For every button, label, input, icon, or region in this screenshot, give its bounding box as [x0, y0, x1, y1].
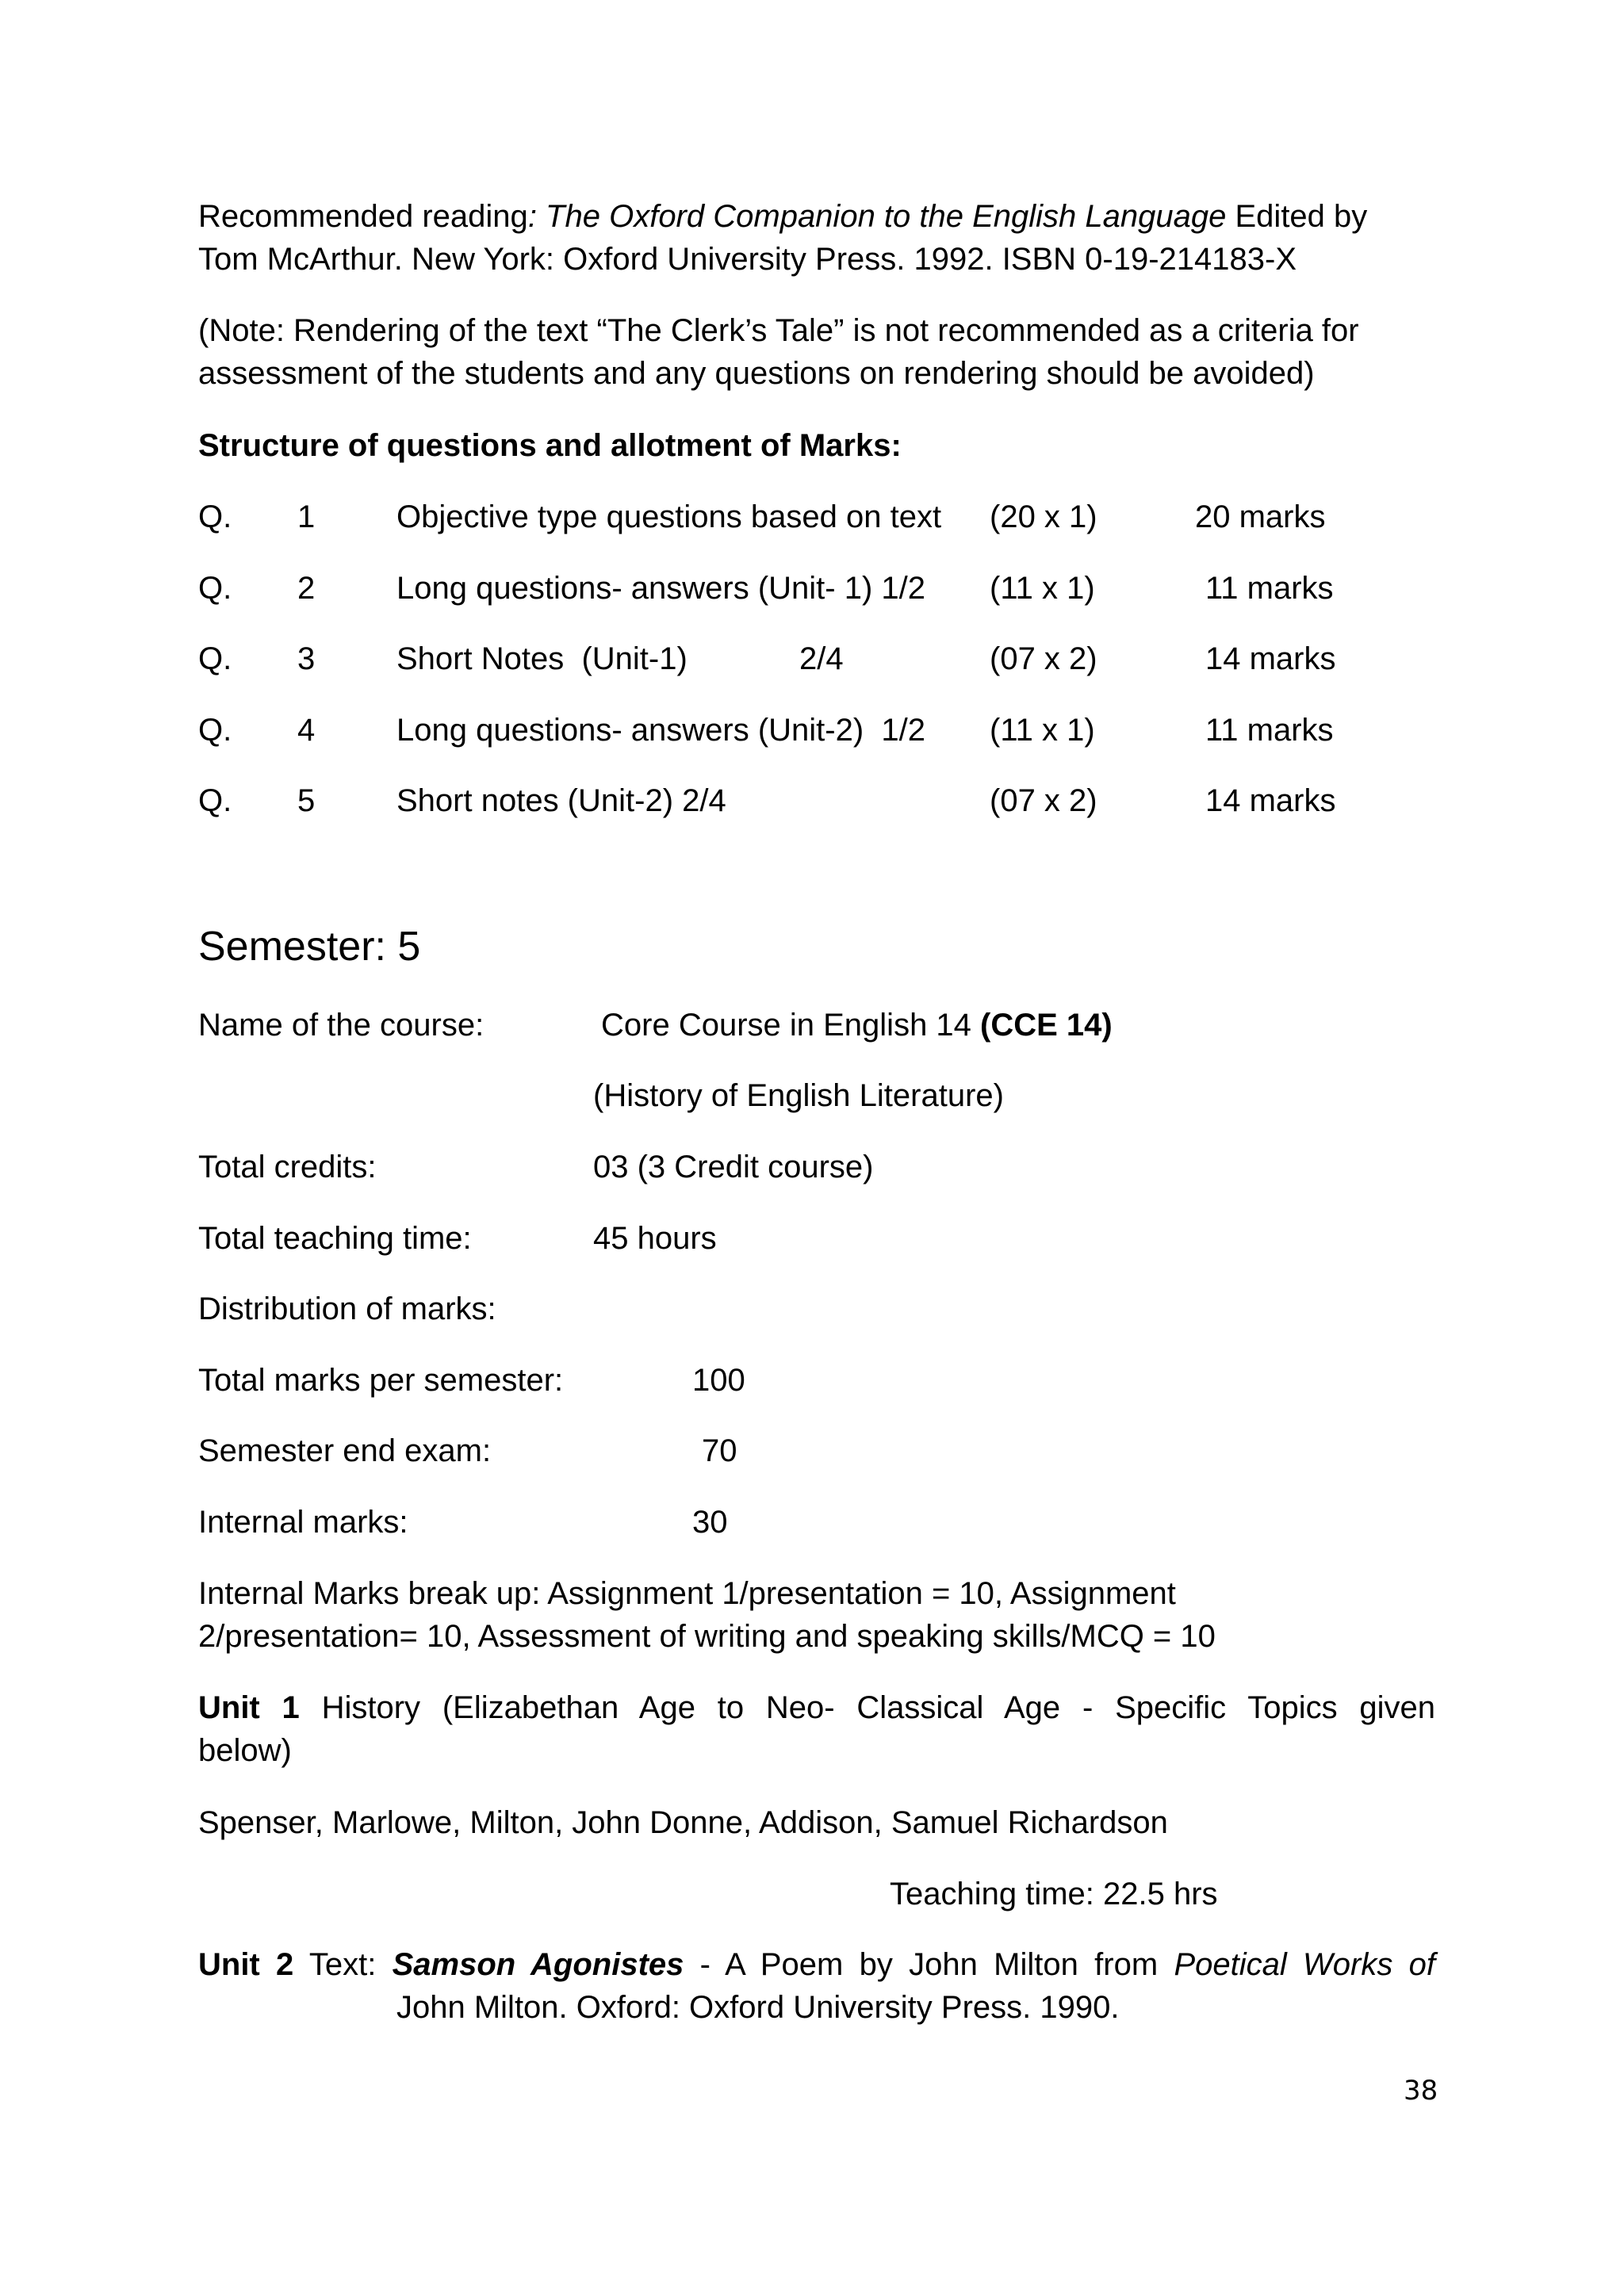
semester-heading: Semester: 5: [198, 924, 421, 970]
recommended-reading: [198, 195, 1435, 281]
question-row: Q. 2 Long questions- answers (Unit- 1) 1/2 (11 x 1) 11 marks: [198, 571, 1334, 606]
end-exam-row: Semester end exam: 70: [198, 1433, 737, 1468]
total-marks-row: Total marks per semester: 100: [198, 1363, 745, 1398]
page-number: 38: [1404, 2075, 1438, 2107]
unit-2-line-1: Unit 2 Text: Samson Agonistes - A Poem by John Milton from Poetical Works of: [198, 1947, 1435, 1982]
teaching-time-row: Total teaching time: 45 hours: [198, 1221, 717, 1256]
reading-line-2: Tom McArthur. New York: Oxford University Press. 1992. ISBN 0-19-214183-X: [198, 242, 1297, 277]
unit-1: Unit 1 History (Elizabethan Age to Neo- Classical Age - Specific Topics given below): [198, 1686, 1435, 1772]
course-name-row: Name of the course: Core Course in English 14 (CCE 14): [198, 1008, 1113, 1043]
unit-2-label: Unit 2: [198, 1947, 294, 1982]
reading-title: The Oxford Companion to the English Language: [546, 199, 1227, 234]
note-paragraph: (Note: Rendering of the text “The Clerk’s Tale” is not recommended as a criteria for assessment of the students and any questions on rendering should be avoided): [198, 313, 1359, 391]
internal-breakup: Internal Marks break up: Assignment 1/presentation = 10, Assignment 2/presentation= 10, Assessment of writing and speaking skills/MCQ = 10: [198, 1576, 1216, 1654]
unit-1-label: Unit 1: [198, 1690, 300, 1725]
internal-marks-row: Internal marks: 30: [198, 1505, 728, 1540]
course-code: (CCE 14): [980, 1008, 1113, 1043]
course-subtitle-row: (History of English Literature): [593, 1078, 1004, 1113]
distribution-row: Distribution of marks:: [198, 1292, 496, 1326]
unit-1-teaching-time: Teaching time: 22.5 hrs: [890, 1877, 1218, 1911]
unit-1-authors: Spenser, Marlowe, Milton, John Donne, Addison, Samuel Richardson: [198, 1805, 1168, 1840]
question-row: Q. 3 Short Notes (Unit-1) 2/4 (07 x 2) 14 marks: [198, 641, 1336, 676]
unit-2-title: Samson Agonistes: [392, 1947, 684, 1982]
reading-line-1: Recommended reading: The Oxford Companion to the English Language Edited by: [198, 199, 1368, 234]
structure-heading: Structure of questions and allotment of Marks:: [198, 428, 902, 463]
question-row: Q. 4 Long questions- answers (Unit-2) 1/2 (11 x 1) 11 marks: [198, 713, 1334, 748]
question-row: Q. 5 Short notes (Unit-2) 2/4 (07 x 2) 14 marks: [198, 783, 1336, 818]
unit-1-line-1: Unit 1 History (Elizabethan Age to Neo- Classical Age - Specific Topics given: [198, 1690, 1435, 1725]
credits-row: Total credits: 03 (3 Credit course): [198, 1150, 874, 1184]
question-row: Q. 1 Objective type questions based on text (20 x 1) 20 marks: [198, 499, 1326, 534]
unit-2: Unit 2 Text: Samson Agonistes - A Poem by John Milton from Poetical Works of John Milton. Oxford: Oxford University Press. 1990.: [198, 1943, 1435, 2029]
